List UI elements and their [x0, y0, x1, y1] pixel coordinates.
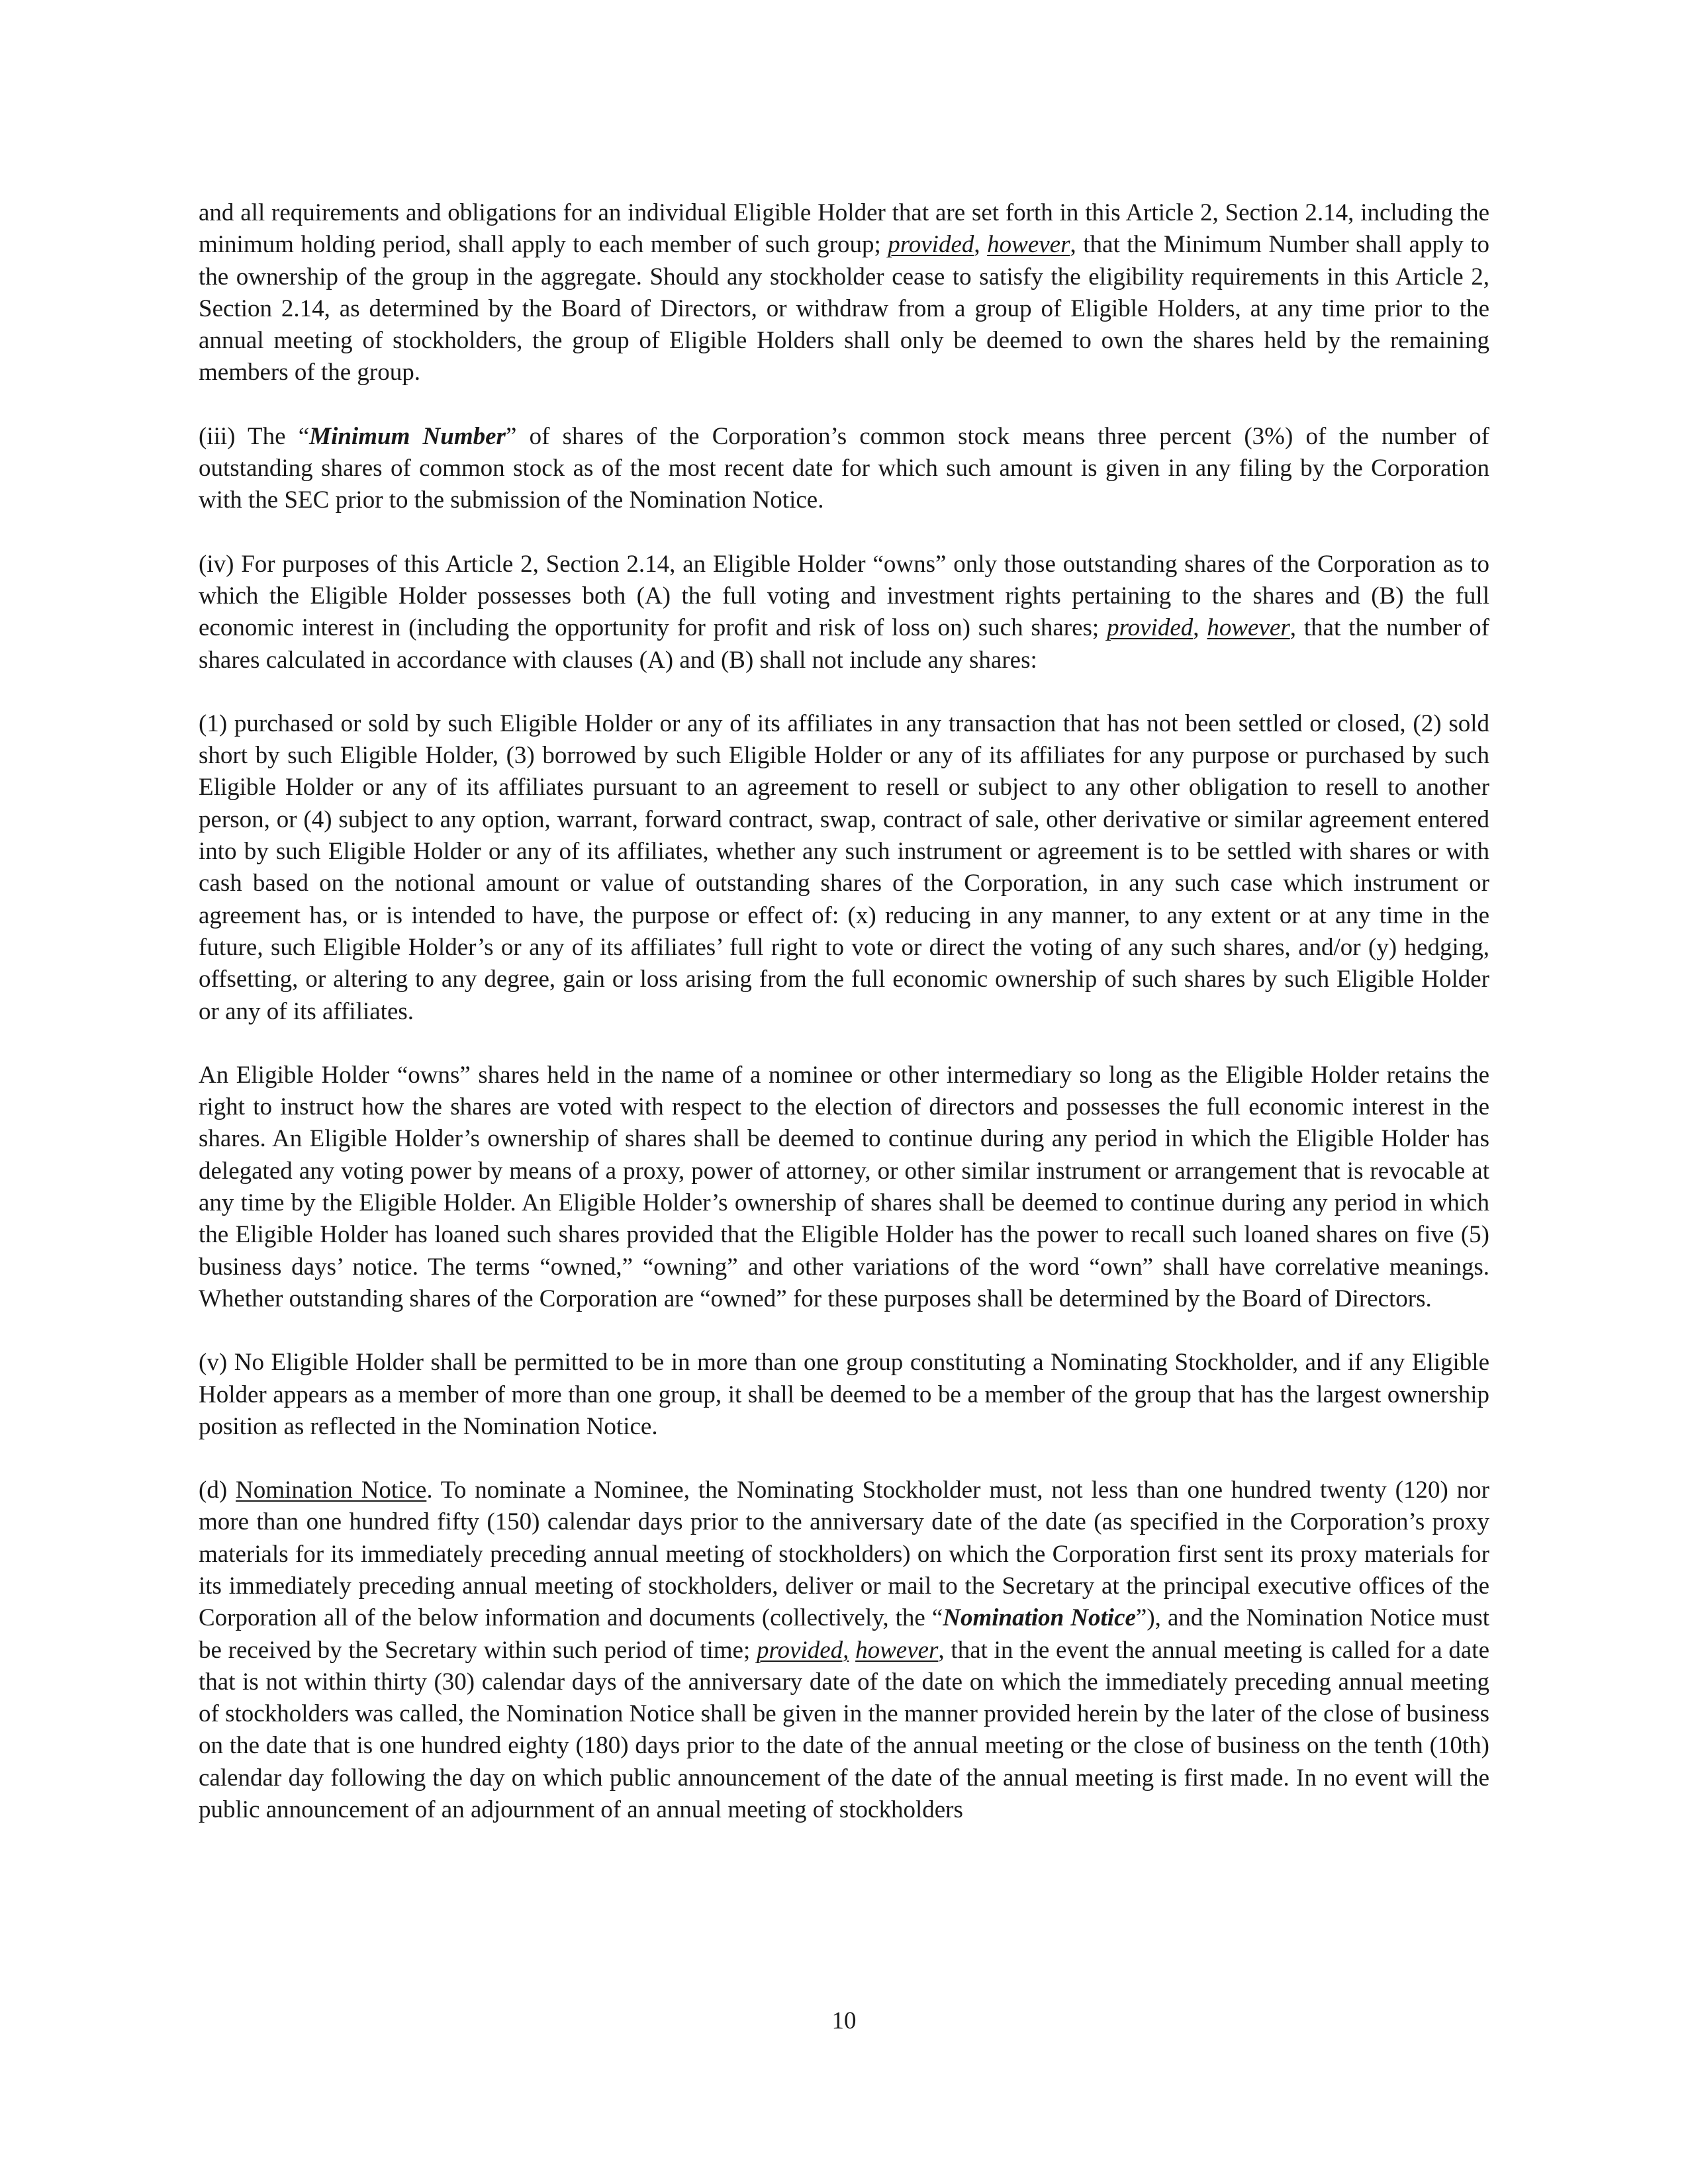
- text-run: . To nominate a Nominee, the Nominating Stockholder must, not less than one hundred twenty (120) nor more than one hundred fifty (150) calendar days prior to the anniversary date of the date (as specified in the Corporation’s proxy materials for its immediately preceding annual meeting of stockholders) on which the Corporation first sent its proxy materials for its immediately preceding annual meeting of stockholders, deliver or mail to the Secretary at the principal executive offices of the Corporation all of the below information and documents (collectively, the “: [199, 1477, 1489, 1632]
- text-run: ” of shares of the Corporation’s common stock means three percent (3%) of the number of outstanding shares of common stock as of the most recent date for which such amount is given in any filing by the Corporation with the SEC prior to the submission of the Nomination Notice.: [199, 422, 1489, 514]
- text-run: (iv) For purposes of this Article 2, Section 2.14, an Eligible Holder “owns” only those outstanding shares of the Corporation as to which the Eligible Holder possesses both (A) the full voting and investment rights pertaining to the shares and (B) the full economic interest in (including the opportunity for profit and risk of loss on) such shares;: [199, 550, 1489, 642]
- defined-term-minimum-number: Minimum Number: [309, 422, 506, 450]
- text-run: and all requirements and obligations for an individual Eligible Holder that are set forth in this Article 2, Section 2.14, including the minimum holding period, shall apply to each member of such group;: [199, 199, 1489, 259]
- paragraph-nomination-notice: [199, 1475, 1489, 1826]
- proviso-however: however: [987, 231, 1070, 259]
- paragraph-excluded-shares: (1) purchased or sold by such Eligible Holder or any of its affiliates in any transaction that has not been settled or closed, (2) sold short by such Eligible Holder, (3) borrowed by such Eligible Holder or any of its affiliates for any purpose or purchased by such Eligible Holder or any of its affiliates pursuant to an agreement to resell or subject to any other obligation to resell to another person, or (4) subject to any option, warrant, forward contract, swap, contract of sale, other derivative or similar agreement entered into by such Eligible Holder or any of its affiliates, whether any such instrument or agreement is to be settled with shares or with cash based on the notional amount or value of outstanding shares of the Corporation, in any such case which instrument or agreement has, or is intended to have, the purpose or effect of: (x) reducing in any manner, to any extent or at any time in the future, such Eligible Holder’s or any of its affiliates’ full right to vote or direct the voting of any such shares, and/or (y) hedging, offsetting, or altering to any degree, gain or loss arising from the full economic ownership of such shares by such Eligible Holder or any of its affiliates.: [199, 709, 1489, 1025]
- text-run: (iii) The “: [199, 422, 310, 450]
- text-run: ”), and the Nomination Notice must be received by the Secretary within such period of time;: [199, 1604, 1490, 1664]
- paragraph-group-aggregation: [199, 197, 1489, 389]
- defined-term-nomination-notice: Nomination Notice: [943, 1604, 1136, 1632]
- text-run: ,: [974, 231, 988, 259]
- text-run: , that the number of shares calculated in accordance with clauses (A) and (B) shall not include any shares:: [199, 614, 1490, 674]
- proviso-however: however: [855, 1636, 939, 1664]
- paragraph-single-group: (v) No Eligible Holder shall be permitted to be in more than one group constituting a Nominating Stockholder, and if any Eligible Holder appears as a member of more than one group, it shall be deemed to be a member of the group that has the largest ownership position as reflected in the Nomination Notice.: [199, 1349, 1489, 1440]
- document-body: [199, 197, 1489, 1858]
- paragraph-ownership-definition: [199, 549, 1489, 676]
- paragraph-nominee-ownership: An Eligible Holder “owns” shares held in the name of a nominee or other intermediary so long as the Eligible Holder retains the right to instruct how the shares are voted with respect to the election of directors and possesses the full economic interest in the shares. An Eligible Holder’s ownership of shares shall be deemed to continue during any period in which the Eligible Holder has delegated any voting power by means of a proxy, power of attorney, or other similar instrument or arrangement that is revocable at any time by the Eligible Holder. An Eligible Holder’s ownership of shares shall be deemed to continue during any period in which the Eligible Holder has loaned such shares provided that the Eligible Holder has the power to recall such loaned shares on five (5) business days’ notice. The terms “owned,” “owning” and other variations of the word “own” shall have correlative meanings. Whether outstanding shares of the Corporation are “owned” for these purposes shall be determined by the Board of Directors.: [199, 1061, 1489, 1312]
- text-run: , that the Minimum Number shall apply to the ownership of the group in the aggregate. Should any stockholder cease to satisfy the eligibility requirements in this Article 2, Section 2.14, as determined by the Board of Directors, or withdraw from a group of Eligible Holders, at any time prior to the annual meeting of stockholders, the group of Eligible Holders shall only be deemed to own the shares held by the remaining members of the group.: [199, 231, 1489, 387]
- text-run: [849, 1637, 855, 1664]
- proviso-provided: provided: [1107, 614, 1194, 642]
- proviso-however: however: [1207, 614, 1290, 642]
- text-run: , that in the event the annual meeting is called for a date that is not within thirty (30) calendar days of the anniversary date of the date on which the immediately preceding annual meeting of stockholders was called, the Nomination Notice shall be given in the manner provided herein by the later of the close of business on the date that is one hundred eighty (180) days prior to the date of the annual meeting or the close of business on the tenth (10th) calendar day following the day on which public announcement of the date of the annual meeting is first made. In no event will the public announcement of an adjournment of an annual meeting of stockholders: [199, 1636, 1490, 1824]
- paragraph-minimum-number: [199, 421, 1489, 517]
- page-number: 10: [831, 2007, 857, 2034]
- section-heading-nomination-notice: Nomination Notice: [236, 1477, 427, 1504]
- text-run: (d): [199, 1477, 236, 1504]
- text-run: ,: [1193, 614, 1207, 642]
- proviso-provided: provided: [888, 231, 974, 259]
- proviso-provided: provided,: [756, 1636, 849, 1664]
